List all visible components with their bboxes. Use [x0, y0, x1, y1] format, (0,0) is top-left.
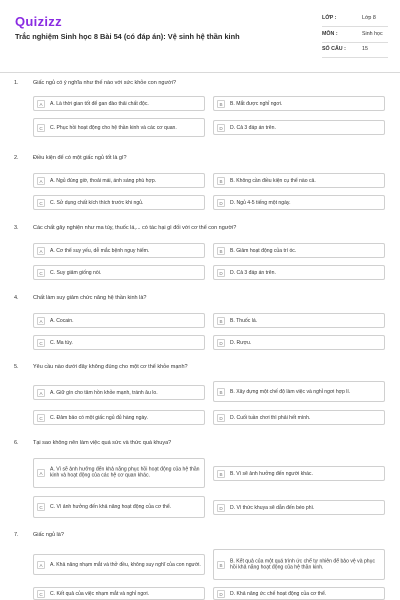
option-d[interactable] — [213, 587, 385, 600]
option-letter: D — [217, 339, 225, 347]
option-b[interactable] — [213, 381, 385, 402]
option-letter: D — [217, 269, 225, 277]
option-text: C. Sử dụng chất kích thích trước khi ngủ. — [50, 199, 144, 206]
meta-grade-label: LỚP : — [322, 15, 337, 21]
question-text: Chất làm suy giảm chức năng hệ thần kinh là? — [33, 295, 147, 301]
option-text: B. Mắt được nghỉ ngơi. — [230, 100, 283, 107]
option-a[interactable] — [33, 243, 205, 258]
option-letter: C — [37, 414, 45, 422]
option-c[interactable] — [33, 335, 205, 350]
option-a[interactable] — [33, 173, 205, 188]
option-text: D. Khả năng ức chế hoạt động của cơ thể. — [230, 590, 327, 597]
option-text: C. Phục hồi hoạt động cho hệ thần kinh và các cơ quan. — [50, 124, 177, 131]
option-text: A. Cocain. — [50, 317, 74, 324]
option-a[interactable] — [33, 554, 205, 575]
option-letter: A — [37, 389, 45, 397]
option-letter: C — [37, 339, 45, 347]
meta-grade-value: Lớp 8 — [362, 15, 376, 21]
option-letter: A — [37, 177, 45, 185]
quizizz-logo: Quizizz — [15, 14, 62, 29]
question-number: 4. — [14, 295, 19, 301]
question-text: Yêu cầu nào dưới đây không đúng cho một cơ thể khỏe mạnh? — [33, 364, 188, 370]
option-d[interactable] — [213, 500, 385, 515]
option-text: B. Kết quả của một quá trình ức chế tự nhiên để bảo vệ và phục hồi khả năng hoạt động của hệ thần kinh. — [230, 558, 376, 571]
option-text: A. Là thời gian tốt để gan đào thải chất độc. — [50, 100, 149, 107]
option-letter: A — [37, 317, 45, 325]
option-letter: B — [217, 317, 225, 325]
option-letter: D — [217, 590, 225, 598]
option-b[interactable] — [213, 96, 385, 111]
question-number: 1. — [14, 80, 19, 86]
option-c[interactable] — [33, 410, 205, 425]
option-text: B. Giảm hoạt động của trí óc. — [230, 247, 297, 254]
meta-divider — [322, 57, 388, 58]
worksheet-title: Trắc nghiệm Sinh học 8 Bài 54 (có đáp án): Vệ sinh hệ thần kinh — [15, 32, 240, 41]
option-letter: D — [217, 504, 225, 512]
option-text: B. Vì sẽ ảnh hưởng đến người khác. — [230, 470, 313, 477]
option-b[interactable] — [213, 313, 385, 328]
question-number: 7. — [14, 532, 19, 538]
question-text: Giấc ngủ có ý nghĩa như thế nào với sức khỏe con người? — [33, 80, 177, 86]
option-text: A. Khả năng nhạm mắt và thở đều, không suy nghĩ của con người. — [50, 561, 201, 568]
option-letter: C — [37, 503, 45, 511]
option-letter: B — [217, 561, 225, 569]
option-letter: B — [217, 470, 225, 478]
meta-count-label: SỐ CÂU : — [322, 46, 346, 52]
option-c[interactable] — [33, 496, 205, 518]
option-letter: C — [37, 124, 45, 132]
option-b[interactable] — [213, 173, 385, 188]
option-b[interactable] — [213, 549, 385, 580]
meta-divider — [322, 26, 388, 27]
option-text: C. Ma túy. — [50, 339, 73, 346]
option-text: D. Rượu. — [230, 339, 252, 346]
meta-divider — [322, 42, 388, 43]
option-text: C. Kết quả của việc nhạm mắt và nghỉ ngơi. — [50, 590, 150, 597]
option-c[interactable] — [33, 195, 205, 210]
option-text: D. Cuối tuần chơi thì phải hết mình. — [230, 414, 311, 421]
option-letter: D — [217, 199, 225, 207]
option-b[interactable] — [213, 466, 385, 481]
question-number: 6. — [14, 440, 19, 446]
option-text: A. Vì sẽ ảnh hưởng đến khả năng phục hồi hoạt động của hệ thần kinh và hoạt động của các hệ cơ quan khác. — [50, 466, 200, 479]
option-letter: D — [217, 414, 225, 422]
option-d[interactable] — [213, 120, 385, 135]
option-letter: B — [217, 388, 225, 396]
option-d[interactable] — [213, 195, 385, 210]
question-number: 5. — [14, 364, 19, 370]
option-letter: B — [217, 177, 225, 185]
option-letter: D — [217, 124, 225, 132]
option-b[interactable] — [213, 243, 385, 258]
question-text: Giấc ngủ là? — [33, 532, 64, 538]
option-a[interactable] — [33, 385, 205, 400]
question-text: Tại sao không nên làm việc quá sức và thức quá khuya? — [33, 440, 172, 446]
option-a[interactable] — [33, 458, 205, 488]
meta-subject-value: Sinh học — [362, 31, 383, 37]
option-c[interactable] — [33, 118, 205, 137]
option-text: D. Cả 3 đáp án trên. — [230, 124, 276, 131]
option-letter: A — [37, 247, 45, 255]
option-text: A. Giữ gìn cho tâm hồn khỏe mạnh, tránh âu lo. — [50, 389, 158, 396]
option-letter: B — [217, 100, 225, 108]
option-c[interactable] — [33, 265, 205, 280]
option-text: C. Đảm bảo có một giấc ngủ đủ hàng ngày. — [50, 414, 148, 421]
option-text: B. Không cần điều kiện cụ thể nào cả. — [230, 177, 316, 184]
option-text: A. Ngủ đúng giờ, thoải mái, ánh sáng phù hợp. — [50, 177, 157, 184]
option-text: D. Vì thức khuya sẽ dẫn đến béo phì. — [230, 504, 315, 511]
option-letter: B — [217, 247, 225, 255]
question-number: 2. — [14, 155, 19, 161]
question-text: Điều kiện để có một giấc ngủ tốt là gì? — [33, 155, 127, 161]
meta-subject-label: MÔN : — [322, 31, 338, 37]
option-c[interactable] — [33, 587, 205, 600]
option-letter: A — [37, 100, 45, 108]
option-d[interactable] — [213, 335, 385, 350]
question-text: Các chất gây nghiện như ma túy, thuốc lá,... có tác hại gì đối với cơ thể con người? — [33, 225, 237, 231]
option-a[interactable] — [33, 313, 205, 328]
option-d[interactable] — [213, 410, 385, 425]
option-text: D. Ngủ 4-5 tiếng một ngày. — [230, 199, 291, 206]
worksheet-header — [0, 0, 400, 73]
option-text: C. Vì ảnh hưởng đến khả năng hoạt động của cơ thể. — [50, 503, 172, 510]
question-number: 3. — [14, 225, 19, 231]
option-text: B. Thuốc lá. — [230, 317, 258, 324]
option-text: A. Cơ thể suy yếu, dễ mắc bệnh nguy hiểm. — [50, 247, 150, 254]
option-text: D. Cả 3 đáp án trên. — [230, 269, 276, 276]
option-letter: C — [37, 269, 45, 277]
option-a[interactable] — [33, 96, 205, 111]
option-d[interactable] — [213, 265, 385, 280]
meta-count-value: 15 — [362, 46, 368, 52]
option-text: B. Xây dựng một chế độ làm việc và nghỉ ngơi hợp lí. — [230, 388, 351, 395]
option-letter: A — [37, 561, 45, 569]
option-text: C. Suy giảm giống nòi. — [50, 269, 102, 276]
option-letter: C — [37, 590, 45, 598]
option-letter: C — [37, 199, 45, 207]
option-letter: A — [37, 469, 45, 477]
